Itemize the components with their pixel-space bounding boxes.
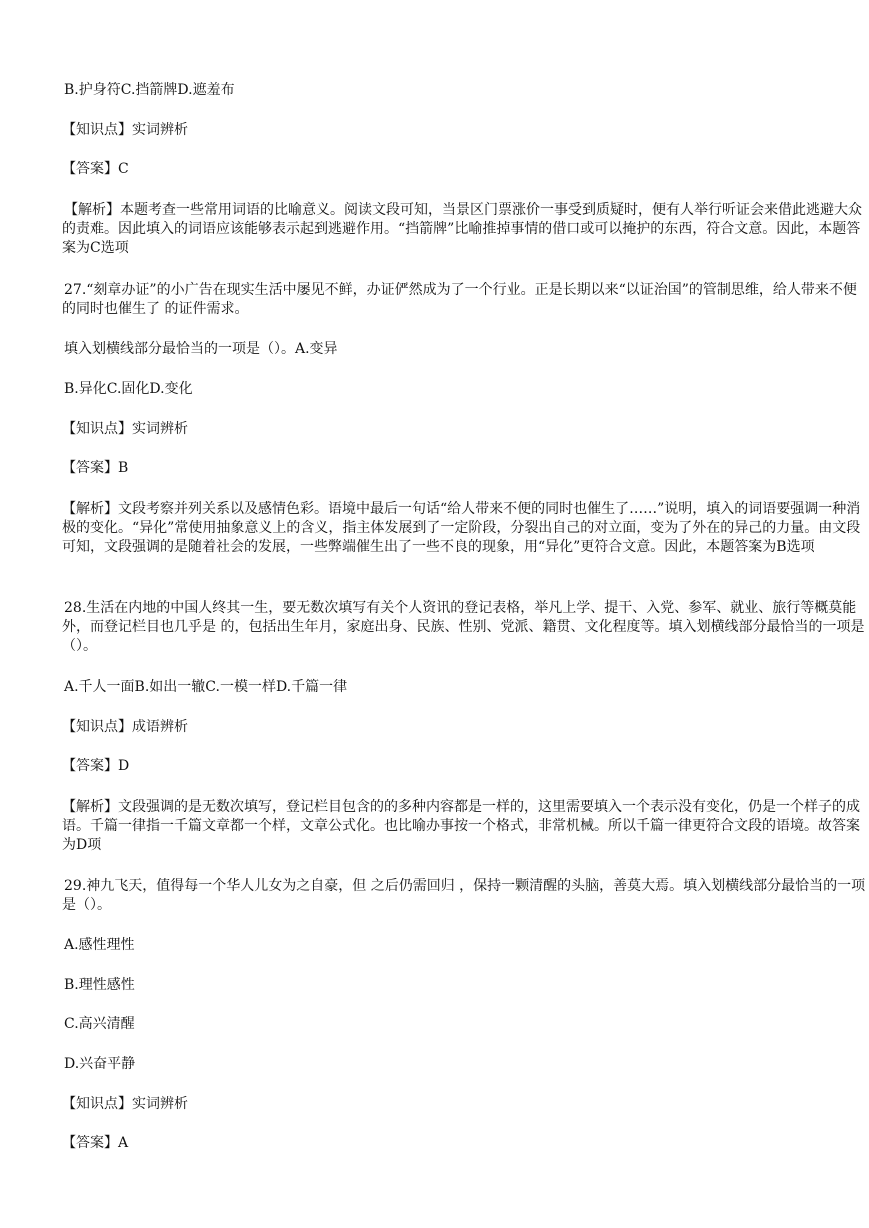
option-line: B.异化C.固化D.变化 [64,381,193,397]
question-29: 29.神九飞天，值得每一个华人儿女为之自豪，但 之后仍需回归 ，保持一颗清醒的头脑，善莫大焉。填入划横线部分最恰当的一项是（）。 [62,878,866,913]
option-line: A.感性理性 [64,937,135,953]
answer: 【答案】B [62,460,129,476]
knowledge-point: 【知识点】实词辨析 [62,1096,188,1112]
explanation: 【解析】文段考察并列关系以及感情色彩。语境中最后一句话“给人带来不便的同时也催生了……”说明，填入的词语要强调一种消极的变化。“异化”常使用抽象意义上的含义，指主体发展到了一定阶段，分裂出自己的对立面，变为了外在的异己的力量。由文段可知，文段强调的是随着社会的发展，一些弊端催生出了一些不良的现象，用“异化”更符合文意。因此，本题答案为B选项 [62,501,861,555]
option-line: B.理性感性 [64,977,135,993]
knowledge-point: 【知识点】实词辨析 [62,421,188,437]
explanation: 【解析】本题考查一些常用词语的比喻意义。阅读文段可知，当景区门票涨价一事受到质疑时，便有人举行听证会来借此逃避大众的责难。因此填入的词语应该能够表示起到逃避作用。“挡箭牌”比喻推掉事情的借口或可以掩护的东西，符合文意。因此，本题答案为C选项 [62,202,862,256]
question-28: 28.生活在内地的中国人终其一生，要无数次填写有关个人资讯的登记表格，举凡上学、提干、入党、参军、就业、旅行等概莫能外，而登记栏目也几乎是 的，包括出生年月，家庭出身、民族、性别、党派、籍贯、文化程度等。填入划横线部分最恰当的一项是（）。 [62,600,865,654]
answer: 【答案】C [62,161,129,177]
explanation: 【解析】文段强调的是无数次填写，登记栏目包含的的多种内容都是一样的，这里需要填入一个表示没有变化，仍是一个样子的成语。千篇一律指一千篇文章都一个样，文章公式化。也比喻办事按一个格式，非常机械。所以千篇一律更符合文段的语境。故答案为D项 [62,799,860,853]
option-line: D.兴奋平静 [64,1056,136,1072]
question-prompt: 填入划横线部分最恰当的一项是（）。A.变异 [64,341,338,357]
question-27: 27.“刻章办证”的小广告在现实生活中屡见不鲜，办证俨然成为了一个行业。正是长期以来“以证治国”的管制思维，给人带来不便的同时也催生了 的证件需求。 [62,282,857,317]
option-line: A.千人一面B.如出一辙C.一模一样D.千篇一律 [64,679,348,695]
knowledge-point: 【知识点】实词辨析 [62,122,188,138]
knowledge-point: 【知识点】成语辨析 [62,719,188,735]
answer: 【答案】D [62,758,130,774]
option-line: B.护身符C.挡箭牌D.遮羞布 [64,82,235,98]
answer: 【答案】A [62,1135,129,1151]
option-line: C.高兴清醒 [64,1016,135,1032]
